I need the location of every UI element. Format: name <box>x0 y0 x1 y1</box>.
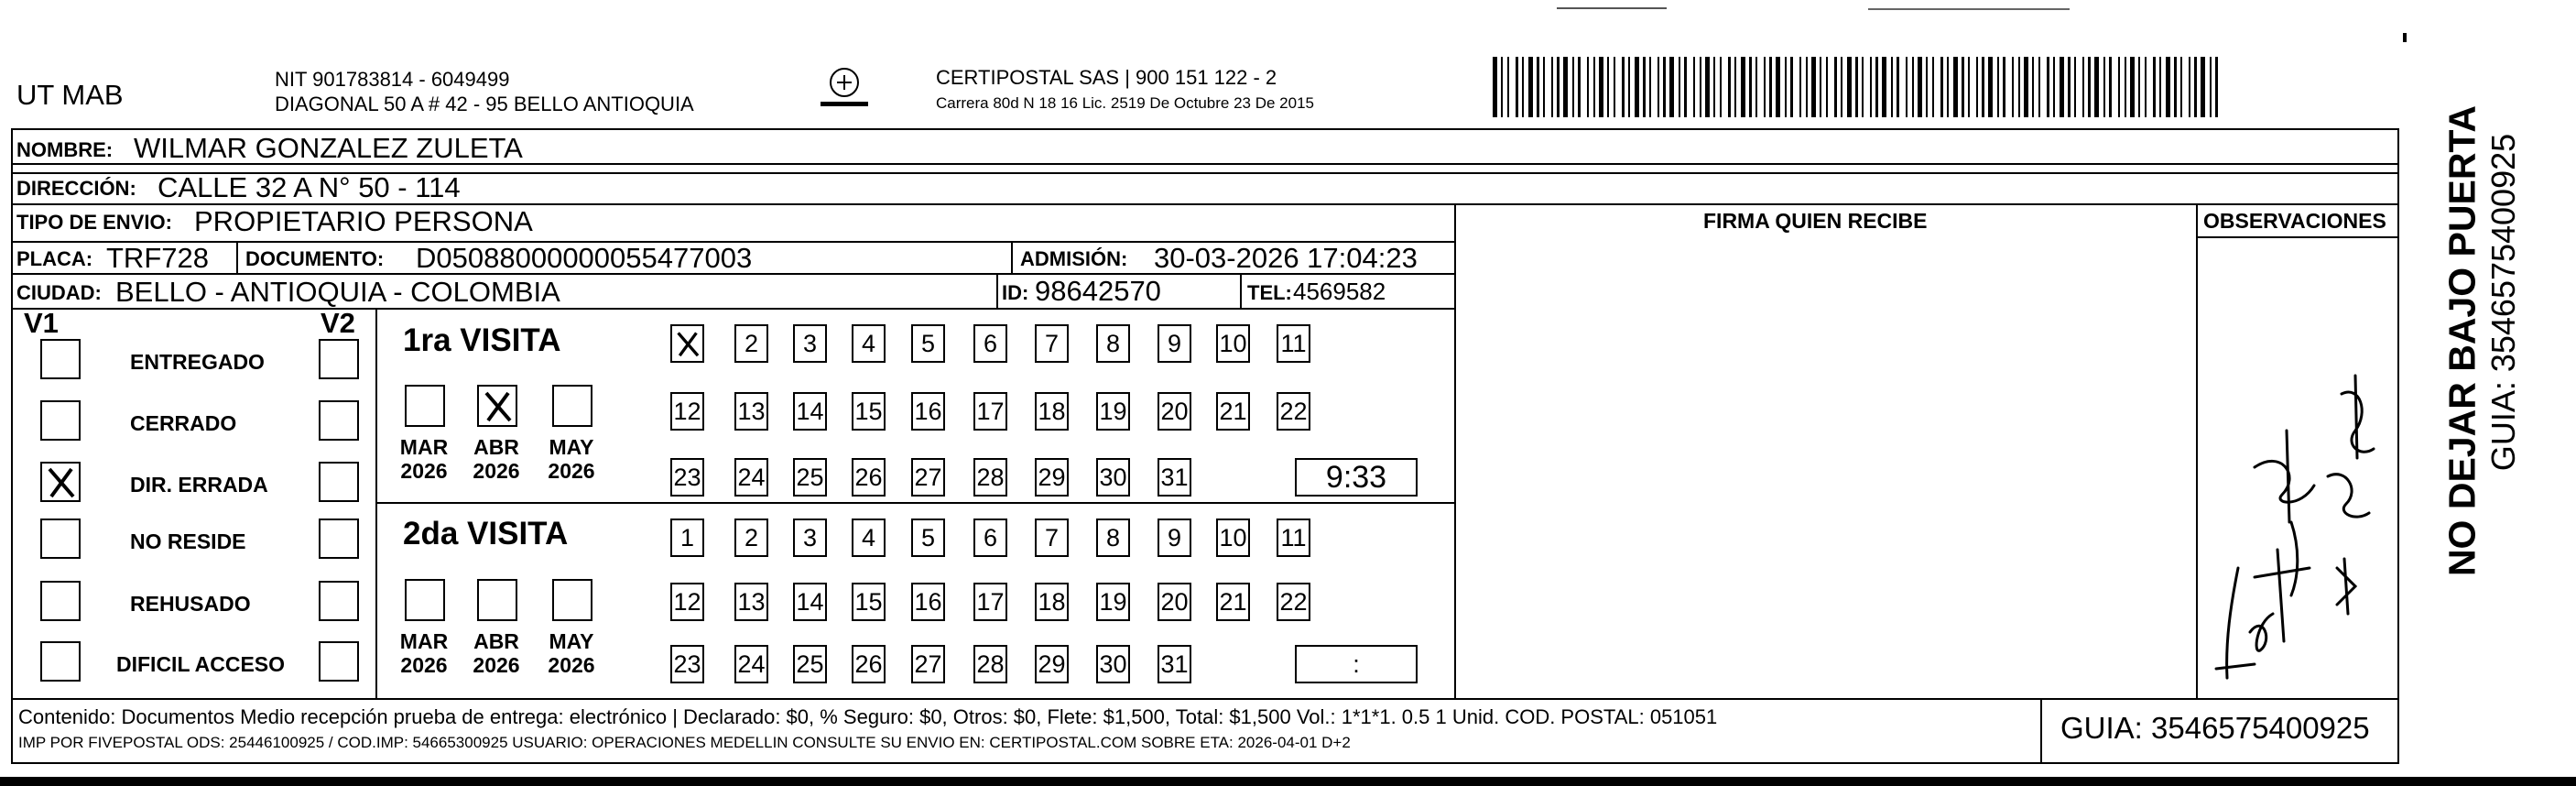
visit2-title: 2da VISITA <box>403 516 569 551</box>
day-box[interactable]: 26 <box>852 645 886 683</box>
v1-checkbox[interactable] <box>40 339 81 379</box>
plate-value: TRF728 <box>106 242 209 274</box>
day-box[interactable]: 30 <box>1096 458 1130 497</box>
v2-label: V2 <box>321 307 355 339</box>
month-label <box>396 629 452 678</box>
day-box[interactable]: 9 <box>1158 324 1191 363</box>
day-box[interactable]: 9 <box>1158 519 1191 557</box>
v2-checkbox[interactable] <box>319 581 359 621</box>
shipment-type: PROPIETARIO PERSONA <box>194 205 533 237</box>
day-box[interactable]: 19 <box>1096 392 1130 431</box>
status-option-label: ENTREGADO <box>130 350 265 374</box>
day-box[interactable]: 22 <box>1277 583 1310 621</box>
company-address: DIAGONAL 50 A # 42 - 95 BELLO ANTIOQUIA <box>275 93 694 115</box>
day-box[interactable]: 11 <box>1277 324 1310 363</box>
day-box[interactable]: 28 <box>973 645 1007 683</box>
day-box[interactable]: 30 <box>1096 645 1130 683</box>
day-box[interactable]: 31 <box>1158 458 1191 497</box>
admission-value: 30-03-2026 17:04:23 <box>1154 242 1418 274</box>
day-box[interactable]: 16 <box>911 392 945 431</box>
footer-print-info: IMP POR FIVEPOSTAL ODS: 25446100925 / COD.IMP: 54665300925 USUARIO: OPERACIONES MEDELLIN CONSULTE SU ENVIO EN: CERTIPOSTAL.COM SOBRE ETA: 2026-04-01 D+2 <box>18 734 1351 751</box>
scan-mark <box>2403 33 2407 42</box>
day-box[interactable]: 27 <box>911 645 945 683</box>
month-year: 2026 <box>473 459 520 484</box>
status-option-label: DIR. ERRADA <box>130 473 268 497</box>
month-name: MAR <box>399 435 449 459</box>
month-year: 2026 <box>548 459 595 484</box>
scan-bottom-edge <box>0 777 2576 786</box>
day-box[interactable]: 21 <box>1216 583 1250 621</box>
month-year: 2026 <box>400 653 448 678</box>
v1-checkbox[interactable] <box>40 519 81 559</box>
v1-checkbox[interactable] <box>40 462 81 502</box>
day-box[interactable]: 13 <box>734 392 768 431</box>
time-box[interactable]: : <box>1295 645 1418 683</box>
day-box[interactable]: 1 <box>670 519 704 557</box>
id-value: 98642570 <box>1035 275 1161 307</box>
observaciones-label: OBSERVACIONES <box>2203 209 2386 233</box>
month-year: 2026 <box>400 459 448 484</box>
certipostal-line1: CERTIPOSTAL SAS | 900 151 122 - 2 <box>936 66 1277 89</box>
visit1-title: 1ra VISITA <box>403 322 561 358</box>
day-box[interactable]: 27 <box>911 458 945 497</box>
day-box[interactable]: 17 <box>973 392 1007 431</box>
name-label: NOMBRE: <box>16 138 114 161</box>
day-box[interactable]: 24 <box>734 645 768 683</box>
handwritten-observation <box>2200 339 2383 692</box>
document-label: DOCUMENTO: <box>245 247 385 270</box>
nit-text: NIT 901783814 - 6049499 <box>275 68 510 91</box>
barcode <box>1493 57 2223 117</box>
day-box[interactable]: 13 <box>734 583 768 621</box>
day-box[interactable]: 14 <box>793 392 827 431</box>
day-box[interactable]: 15 <box>852 583 886 621</box>
month-label <box>543 629 600 678</box>
day-box[interactable]: 4 <box>852 519 886 557</box>
v2-checkbox[interactable] <box>319 400 359 441</box>
day-box[interactable]: 7 <box>1035 324 1069 363</box>
day-box[interactable] <box>670 324 704 363</box>
v2-checkbox[interactable] <box>319 339 359 379</box>
day-box[interactable]: 11 <box>1277 519 1310 557</box>
recipient-address: CALLE 32 A N° 50 - 114 <box>158 171 461 203</box>
certipostal-line2: Carrera 80d N 18 16 Lic. 2519 De Octubre 23 De 2015 <box>936 94 1314 112</box>
day-box[interactable]: 22 <box>1277 392 1310 431</box>
month-label <box>396 435 452 484</box>
v2-checkbox[interactable] <box>319 519 359 559</box>
day-box[interactable]: 18 <box>1035 583 1069 621</box>
month-label <box>468 435 525 484</box>
day-box[interactable]: 8 <box>1096 519 1130 557</box>
day-box[interactable]: 19 <box>1096 583 1130 621</box>
month-name: ABR <box>473 435 519 459</box>
month-checkbox[interactable] <box>552 385 592 427</box>
recipient-name: WILMAR GONZALEZ ZULETA <box>134 132 523 164</box>
plate-label: PLACA: <box>16 247 93 270</box>
v1-checkbox[interactable] <box>40 400 81 441</box>
day-box[interactable]: 21 <box>1216 392 1250 431</box>
day-box[interactable]: 3 <box>793 519 827 557</box>
day-box[interactable]: 17 <box>973 583 1007 621</box>
v2-checkbox[interactable] <box>319 641 359 682</box>
v1-checkbox[interactable] <box>40 641 81 682</box>
day-box[interactable]: 4 <box>852 324 886 363</box>
v1-checkbox[interactable] <box>40 581 81 621</box>
status-option-label: NO RESIDE <box>130 529 246 553</box>
day-box[interactable]: 6 <box>973 324 1007 363</box>
footer-guia: GUIA: 3546575400925 <box>2060 711 2370 745</box>
day-box[interactable]: 16 <box>911 583 945 621</box>
certipostal-logo <box>817 64 872 112</box>
document-value: D05088000000055477003 <box>416 242 753 274</box>
day-box[interactable]: 5 <box>911 324 945 363</box>
side-guia: GUIA: 3546575400925 <box>2484 133 2522 472</box>
tel-value: 4569582 <box>1293 278 1386 305</box>
status-option-label: DIFICIL ACCESO <box>116 652 286 676</box>
status-option-label: CERRADO <box>130 411 237 435</box>
status-option-label: REHUSADO <box>130 592 251 616</box>
city-label: CIUDAD: <box>16 281 102 304</box>
day-box[interactable]: 6 <box>973 519 1007 557</box>
month-checkbox[interactable] <box>477 579 517 621</box>
day-box[interactable]: 5 <box>911 519 945 557</box>
footer-contents: Contenido: Documentos Medio recepción prueba de entrega: electrónico | Declarado: $0, % Seguro: $0, Otros: $0, Flete: $1,500, Total: $1,500 Vol.: 1*1*1. 0.5 1 Unid. COD. POSTAL: 051051 <box>18 705 1718 728</box>
day-box[interactable]: 2 <box>734 519 768 557</box>
day-box[interactable]: 31 <box>1158 645 1191 683</box>
month-checkbox[interactable] <box>477 385 517 427</box>
month-checkbox[interactable] <box>405 579 445 621</box>
tel-label: TEL: <box>1247 281 1292 304</box>
company-name: UT MAB <box>16 79 124 111</box>
day-box[interactable]: 28 <box>973 458 1007 497</box>
scan-edge <box>0 0 2576 5</box>
month-year: 2026 <box>473 653 520 678</box>
type-label: TIPO DE ENVIO: <box>16 211 172 234</box>
day-box[interactable]: 2 <box>734 324 768 363</box>
time-box[interactable]: 9:33 <box>1295 458 1418 497</box>
month-name: ABR <box>473 629 519 653</box>
month-label <box>543 435 600 484</box>
firma-label: FIRMA QUIEN RECIBE <box>1703 209 1928 233</box>
day-box[interactable]: 3 <box>793 324 827 363</box>
city-value: BELLO - ANTIOQUIA - COLOMBIA <box>115 276 560 308</box>
id-label: ID: <box>1002 281 1029 304</box>
day-box[interactable]: 10 <box>1216 519 1250 557</box>
day-box[interactable]: 23 <box>670 458 704 497</box>
day-box[interactable]: 26 <box>852 458 886 497</box>
day-box[interactable]: 12 <box>670 392 704 431</box>
day-box[interactable]: 20 <box>1158 392 1191 431</box>
day-box[interactable]: 15 <box>852 392 886 431</box>
day-box[interactable]: 7 <box>1035 519 1069 557</box>
v1-label: V1 <box>24 307 59 339</box>
day-box[interactable]: 29 <box>1035 645 1069 683</box>
address-label: DIRECCIÓN: <box>16 177 136 200</box>
admission-label: ADMISIÓN: <box>1020 247 1128 270</box>
day-box[interactable]: 25 <box>793 645 827 683</box>
month-checkbox[interactable] <box>552 579 592 621</box>
day-box[interactable]: 24 <box>734 458 768 497</box>
day-box[interactable]: 10 <box>1216 324 1250 363</box>
side-warning: NO DEJAR BAJO PUERTA <box>2440 104 2484 577</box>
day-box[interactable]: 18 <box>1035 392 1069 431</box>
day-box[interactable]: 14 <box>793 583 827 621</box>
day-box[interactable]: 25 <box>793 458 827 497</box>
month-name: MAY <box>549 435 594 459</box>
day-box[interactable]: 12 <box>670 583 704 621</box>
day-box[interactable]: 23 <box>670 645 704 683</box>
day-box[interactable]: 29 <box>1035 458 1069 497</box>
month-year: 2026 <box>548 653 595 678</box>
month-name: MAR <box>399 629 449 653</box>
day-box[interactable]: 20 <box>1158 583 1191 621</box>
month-checkbox[interactable] <box>405 385 445 427</box>
month-label <box>468 629 525 678</box>
month-name: MAY <box>549 629 594 653</box>
day-box[interactable]: 8 <box>1096 324 1130 363</box>
v2-checkbox[interactable] <box>319 462 359 502</box>
